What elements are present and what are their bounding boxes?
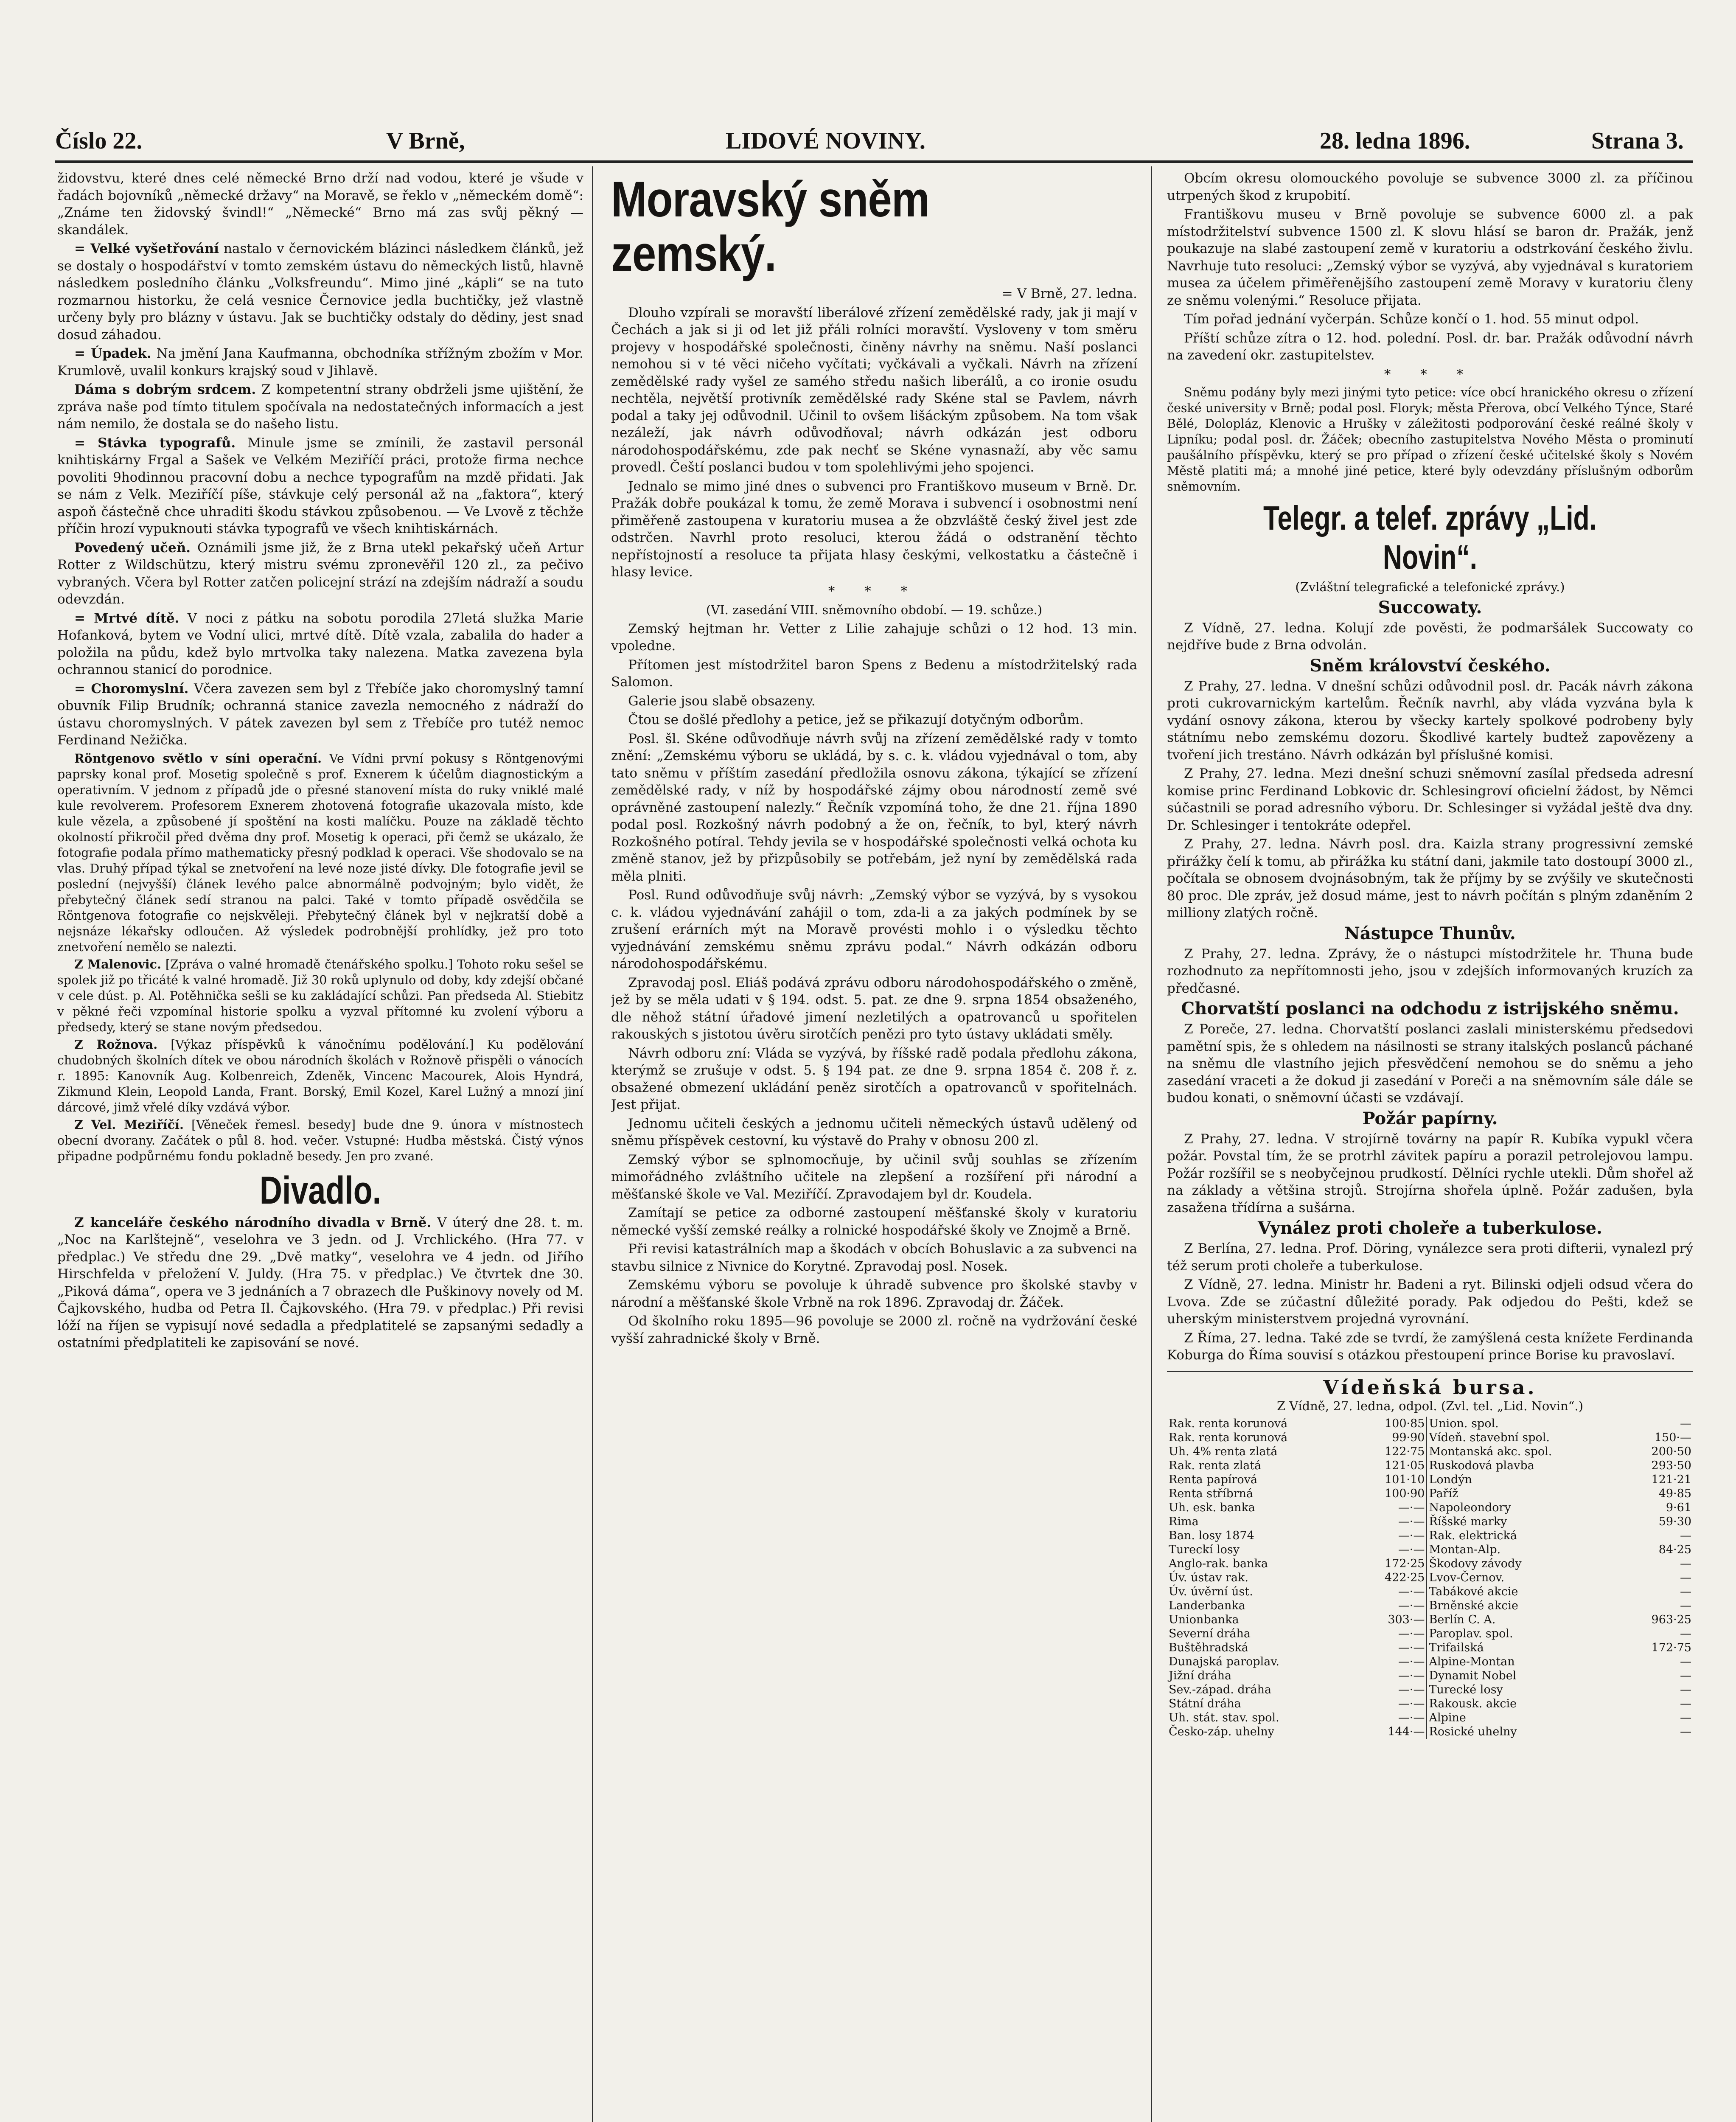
bourse-row [1167, 1585, 1693, 1599]
heading-snem: Sněm království českého. [1310, 655, 1551, 676]
bourse-row [1167, 1445, 1693, 1459]
bourse-value: 9·61 [1666, 1501, 1691, 1514]
bourse-item: Jižní dráha [1169, 1669, 1232, 1682]
bourse-item: Rima [1169, 1515, 1199, 1528]
bourse-row [1167, 1417, 1693, 1431]
bourse-value: 422·25 [1358, 1571, 1427, 1585]
bourse-row [1167, 1697, 1693, 1711]
bourse-row [1167, 1599, 1693, 1613]
article-upadek: = Úpadek. Na jmění Jana Kaufmanna, obchodníka střížným zbožím v Mor. Krumlově, uvalil konkurs krajský soud v Jihlavě. [57, 346, 583, 379]
article-mrtve: = Mrtvé dítě. V noci z pátku na sobotu porodila 27letá služka Marie Hofanková, bytem ve Vodní ulici, mrtvé dítě. Dítě vzala, zabalila do hader a položila na půdu, kdež bylo mrtvolka taky nalezena. Matka zavezena byla ochrannou stanicí do porodnice. [57, 610, 583, 677]
bourse-row [1167, 1459, 1693, 1473]
bourse-item: Ban. losy 1874 [1169, 1529, 1254, 1542]
bourse-item: Berlín C. A. [1429, 1613, 1496, 1626]
bourse-value: —·— [1358, 1585, 1427, 1599]
heading-succowaty: Succowaty. [1378, 597, 1482, 618]
bourse-value: —·— [1358, 1599, 1427, 1613]
bourse-value: 150·— [1654, 1431, 1691, 1444]
bourse-item: Škodovy závody [1429, 1557, 1522, 1570]
bourse-row [1167, 1683, 1693, 1697]
bourse-value: 49·85 [1658, 1487, 1691, 1500]
para: Posl. Rund odůvodňuje svůj návrh: „Zemský výbor se vyzývá, by s vysokou c. k. vládou vyjednávání zahájil o tom, zda-li a za jakých podmínek by se zrušení erárních mýt na Moravě provésti mohlo i o výsledku těchto vyjednávání zemskému sněmu zprávu podal.“ Návrh odkázán odboru národohospodářskému. [611, 887, 1137, 971]
bourse-value: 293·50 [1651, 1459, 1691, 1472]
bourse-value: — [1680, 1669, 1691, 1682]
para: Od školního roku 1895—96 povoluje se 2000 zl. ročně na vydržování české vyšší zahradnické školy v Brně. [611, 1314, 1137, 1346]
bourse-subtitle: Z Vídně, 27. ledna, odpol. (Zvl. tel. „Lid. Novin“.) [1276, 1399, 1584, 1413]
bourse-value: —·— [1358, 1697, 1427, 1711]
page-header [55, 127, 1693, 157]
city: V Brně, [386, 128, 465, 154]
bourse-item: Buštěhradská [1169, 1641, 1248, 1654]
bourse-item: Úv. ústav rak. [1169, 1571, 1248, 1584]
bourse-value: — [1680, 1627, 1691, 1640]
bourse-value: 172·75 [1651, 1641, 1691, 1654]
para: Jednalo se mimo jiné dnes o subvenci pro Františkovo museum v Brně. Dr. Pražák dobře poukázal k tomu, že země Morava i subvencí i osobnostmi není přiměřeně zastoupena v kuratoriu musea a že obzvláště český živel jest zde odstrčen. Navrhl proto resoluci, kterou žádá o odstranění těchto nepřístojností a resoluce ta přijata hlasy českými, velkostatku a částečně i hlasy levice. [611, 478, 1137, 580]
article-velmez: Z Vel. Meziříčí. [Věneček řemesl. besedy] bude dne 9. února v místnostech obecní dvorany. Začátek o půl 8. hod. večer. Vstupné: Hudba městská. Čistý výnos připadne podpůrnému fondu pokladně besedy. Jen pro zvané. [57, 1117, 583, 1163]
bourse-value: — [1680, 1417, 1691, 1430]
bourse-value: —·— [1358, 1529, 1427, 1543]
bourse-item: Uh. stát. stav. spol. [1169, 1711, 1279, 1724]
para: Tím pořad jednání vyčerpán. Schůze končí o 1. hod. 55 minut odpol. [1184, 312, 1639, 327]
divadlo-title: Divadlo. [259, 1168, 381, 1212]
bourse-item: Dunajská paroplav. [1169, 1655, 1279, 1668]
heading-vynalez: Vynález proti choleře a tuberkulose. [1258, 1218, 1602, 1238]
bourse-value: 121·05 [1358, 1459, 1427, 1473]
bourse-item: Unionbanka [1169, 1613, 1239, 1626]
bourse-item: Renta papírová [1169, 1473, 1258, 1486]
bourse-row [1167, 1529, 1693, 1543]
bourse-item: Uh. esk. banka [1169, 1501, 1255, 1514]
bourse-row [1167, 1711, 1693, 1725]
bourse-value: 172·25 [1358, 1557, 1427, 1571]
para: Při revisi katastrálních map a škodách v obcích Bohuslavic a za subvenci na stavbu silnice z Nivnice do Korytné. Zpravodaj posl. Nosek. [611, 1241, 1137, 1274]
para: Zpravodaj posl. Eliáš podává zprávu odboru národohospodářského o změně, jež by se měla udati v § 194. odst. 5. pat. ze dne 9. srpna 1854 obsaženého, dle něhož státní úřadové jimení nezletilých a opatrovanců u spořitelen rakouských s jistotou úvěru sirotčích penězi pro tyto ústavy ukládati směly. [611, 975, 1137, 1042]
para: Z Prahy, 27. ledna. V strojírně továrny na papír R. Kubíka vypukl včera požár. Povstal tím, že se protrhl závitek papíru a porazil petrolejovou lampu. Požár rozšířil se s neobyčejnou prudkostí. Dělníci rychle utekli. Dům shořel až na základy a většina strojů. Strojírna shořela úplně. Požár zadušen, byla zasažena třídírna a sušárna. [1167, 1131, 1693, 1215]
bourse-row [1167, 1627, 1693, 1641]
heading-chorvatsti: Chorvatští poslanci na odchodu z istrijského sněmu. [1181, 999, 1679, 1019]
para: Zemskému výboru se povoluje k úhradě subvence pro školské stavby v národní a měšťanské škole Vrbně na rok 1896. Zpravodaj dr. Žáček. [611, 1277, 1137, 1310]
bourse-item: Severní dráha [1169, 1627, 1251, 1640]
bourse-item: Úv. úvěrní úst. [1169, 1585, 1253, 1598]
bourse-item: Česko-záp. uhelny [1169, 1725, 1275, 1738]
paper-name: LIDOVÉ NOVINY. [726, 128, 925, 154]
bourse-item: Tabákové akcie [1429, 1585, 1518, 1598]
bourse-value: 121·21 [1651, 1473, 1691, 1486]
bourse-value: 963·25 [1651, 1613, 1691, 1626]
para: Návrh odboru zní: Vláda se vyzývá, by říšské radě podala předlohu zákona, kterýmž se zrušuje v odst. 5. § 194 pat. ze dne 9. srpna 1854 č. 208 ř. z. obsažené obmezení ukládání peněz sirotčích a opatrovanců v spořitelnách. Jest přijat. [611, 1045, 1137, 1112]
article-divadlo: Z kanceláře českého národního divadla v Brně. V úterý dne 28. t. m. „Noc na Karlštejně“, veselohra ve 3 jedn. od J. Vrchlického. (Hra 77. v předplac.) Ve středu dne 29. „Dvě matky“, veselohra ve 4 jedn. od Jiřího Hirschfelda v přeložení V. Juldy. (Hra 75. v předplac.) Ve čtvrtek dne 30. „Piková dáma“, opera ve 3 jednáních a 7 obrazech dle Puškinovy novely od M. Čajkovského, hudba od Petra Il. Čajkovského. (Hra 79. v předplac.) Při revisi lóží na říjen se vypisují nové sedadla a předplatitelé se zapsanými sedadly a ostatními předplatiteli ke zapisování se nové. [57, 1215, 583, 1350]
bourse-value: —·— [1358, 1543, 1427, 1557]
bourse-row [1167, 1557, 1693, 1571]
bourse-value: —·— [1358, 1641, 1427, 1655]
bourse-item: Anglo-rak. banka [1169, 1557, 1268, 1570]
bourse-item: Alpine [1429, 1711, 1466, 1724]
para: Jednomu učiteli českých a jednomu učiteli německých ústavů udělený od sněmu příspěvek cestovní, ku výstavě do Prahy v obnosu 200 zl. [611, 1116, 1137, 1148]
heading-nastupce: Nástupce Thunův. [1344, 923, 1516, 943]
bourse-value: —·— [1358, 1655, 1427, 1669]
para: Františkovu museu v Brně povoluje se subvence 6000 zl. a pak místodržitelství subvence 1500 zl. K slovu hlásí se baron dr. Pražák, jenž poukazuje na slabé zastoupení země v kuratoriu a odstrkování českého živlu. Navrhuje tuto resoluci: „Zemský výbor se vyzývá, aby vyjednával s kuratoriem musea za účelem přiměřenějšího zastoupení země Moravy v kuratoriu členy ze sněmu volenými.“ Resoluce přijata. [1167, 207, 1693, 308]
bourse-row [1167, 1669, 1693, 1683]
bourse-item: Rakousk. akcie [1429, 1697, 1517, 1710]
bourse-item: Turecké losy [1429, 1683, 1503, 1696]
para: Dlouho vzpírali se moravští liberálové zřízení zemědělské rady, jak ji mají v Čechách a jak si ji od let již přáli rolníci moravští. Vysloveny v tom směru projevy v hospodářské společnosti, činěny návrhy na sněmu. Naší poslanci nemohou si v té věci ničeho vyčítati; vyčkávali a vyčkali. Návrh na zřízení zemědělské rady vyšel ze samého středu našich liberálů, a co ironie osudu nechtěla, největší protivník zemědělské rady Skéne stal se Pavlem, návrh podal a taky jej odůvodnil. Učinil to ovšem lišáckým způsobem. Na tom však nezáleží, jak návrh odůvodňoval; návrh odkázán jest odboru národohospodářskému, zde pak nechť se Skéne vynasnaží, aby věc samu provedl. Čeští poslanci budou v tom spolehlivými jeho spojenci. [611, 305, 1137, 475]
bourse-item: Londýn [1429, 1473, 1472, 1486]
para: Čtou se došlé předlohy a petice, jež se přikazují dotyčným odborům. [628, 712, 1084, 727]
bourse-item: Brněnské akcie [1429, 1599, 1518, 1612]
bourse-value: — [1680, 1529, 1691, 1542]
divider [1167, 1371, 1693, 1372]
bourse-item: Rak. renta korunová [1169, 1431, 1288, 1444]
para: Přítomen jest místodržitel baron Spens z Bedenu a místodržitelský rada Salomon. [611, 657, 1137, 690]
bourse-value: 101·10 [1358, 1473, 1427, 1487]
bourse-item: Rak. renta korunová [1169, 1417, 1288, 1430]
bourse-item: Rak. elektrická [1429, 1529, 1517, 1542]
column-1 [57, 170, 583, 2122]
telegr-title: Telegr. a telef. zprávy „Lid. Novin“. [1263, 499, 1597, 576]
article-povedeny: Povedený učeň. Oznámili jsme již, že z Brna utekl pekařský učeň Artur Rotter z Wildschützu, který mistru svému zpronevěřil 120 zl., za pečivo vybraných. Včera byl Rotter zatčen policejní strází na zdejším nádraží a soudu odevzdán. [57, 540, 583, 607]
bourse-row [1167, 1641, 1693, 1655]
bourse-item: Renta stříbrná [1169, 1487, 1254, 1500]
bourse-item: Uh. 4% renta zlatá [1169, 1445, 1278, 1458]
bourse-value: — [1680, 1697, 1691, 1710]
article-chorom: = Choromyslní. Včera zavezen sem byl z Třebíče jako choromyslný tamní obuvník Filip Brudník; ochranná stanice zavezla nemocného z nádraží do ústavu choromyslných. V pátek zavezen byl sem z Třebíče pro tutéž nemoc Ferdinand Nežička. [57, 681, 583, 748]
column-3 [1167, 170, 1693, 2122]
page-number: Strana 3. [1591, 128, 1684, 154]
article-dama: Dáma s dobrým srdcem. Z kompetentní strany obdrželi jsme ujištění, že zpráva naše pod tímto titulem spočívala na nedostatečných informacích a jest nám nemilo, že dostala se do našeho listu. [57, 382, 583, 432]
bourse-item: Říšské marky [1429, 1515, 1507, 1528]
bourse-value: — [1680, 1557, 1691, 1570]
para: Příští schůze zítra o 12. hod. polední. Posl. dr. bar. Pražák odůvodní návrh na zavedení okr. zastupitelstev. [1167, 330, 1693, 363]
bourse-item: Paroplav. spol. [1429, 1627, 1513, 1640]
column-2 [611, 170, 1137, 2122]
bourse-row [1167, 1431, 1693, 1445]
para: Z Prahy, 27. ledna. Zprávy, že o nástupci místodržitele hr. Thuna bude rozhodnuto za nepřítomnosti jeho, jsou v zdejších informovaných kruzích za předčasné. [1167, 946, 1693, 996]
bourse-item: Státní dráha [1169, 1697, 1241, 1710]
bourse-value: —·— [1358, 1501, 1427, 1515]
bourse-value: 303·— [1358, 1613, 1427, 1627]
bourse-table [1167, 1417, 1693, 1739]
bourse-row [1167, 1501, 1693, 1515]
dateline: = V Brně, 27. ledna. [1001, 286, 1137, 301]
bourse-value: — [1680, 1585, 1691, 1598]
column-rule-2 [1151, 166, 1152, 2122]
para: Z Berlína, 27. ledna. Prof. Döring, vynálezce sera proti difterii, vynalezl prý též serum proti choleře a tuberkulose. [1167, 1241, 1693, 1274]
bourse-item: Sev.-západ. dráha [1169, 1683, 1272, 1696]
para: Z Vídně, 27. ledna. Ministr hr. Badeni a ryt. Bilinski odjeli odsud včera do Lvova. Zde se zúčastní důležité porady. Pak odjedou do Pešti, kdež se uherským ministerstvem projedná vyrovnání. [1167, 1277, 1693, 1327]
para: Z Prahy, 27. ledna. Mezi dnešní schuzi sněmovní zasílal předseda adresní komise princ Ferdinand Lobkovic dr. Schlesingroví oficielní žádost, by Němci súčastnili se porad adresního výboru. Dr. Schlesinger si vyžádal ještě dva dny. Dr. Schlesinger i tentokráte odepřel. [1167, 766, 1693, 833]
header-rule [55, 160, 1693, 163]
para: Z Poreče, 27. ledna. Chorvatští poslanci zaslali ministerskému předsedovi pamětní spis, že s ohledem na násilnosti se strany italských poslanců páchané na sněmu dle vlastního jejich přesvědčení nemohou se do sněmu a jeho zasedání vraceti a že dokud ji zasedání v Poreči a na sněmovním sále dále se budou konati, o sněmovní účasti se vzdávají. [1167, 1022, 1693, 1106]
bourse-item: Rak. renta zlatá [1169, 1459, 1262, 1472]
issue-date: 28. ledna 1896. [1320, 128, 1470, 154]
bourse-value: 122·75 [1358, 1445, 1427, 1459]
bourse-row [1167, 1655, 1693, 1669]
bourse-value: 100·85 [1358, 1417, 1427, 1431]
bourse-value: 100·90 [1358, 1487, 1427, 1501]
bourse-value: — [1680, 1599, 1691, 1612]
bourse-item: Alpine-Montan [1429, 1655, 1515, 1668]
bourse-item: Trifailská [1429, 1641, 1484, 1654]
bourse-value: — [1680, 1725, 1691, 1738]
bourse-value: 144·— [1358, 1725, 1427, 1739]
bourse-row [1167, 1543, 1693, 1557]
bourse-item: Montan-Alp. [1429, 1543, 1501, 1556]
bourse-value: — [1680, 1655, 1691, 1668]
bourse-value: 59·30 [1658, 1515, 1691, 1528]
para: Z Říma, 27. ledna. Také zde se tvrdí, že zamýšlená cesta knížete Ferdinanda Koburga do Říma souvisí s otázkou přestoupení prince Borise ku pravoslaví. [1167, 1330, 1693, 1363]
bourse-item: Rosické uhelny [1429, 1725, 1517, 1738]
separator-stars: * * * [1384, 366, 1476, 382]
issue-number: Číslo 22. [55, 128, 143, 154]
article-velke: = Velké vyšetřování nastalo v černovickém blázinci následkem článků, jež se dostaly o hospodářství v tomto zemském ústavu do německých listů, hlavně následkem posledního článku „Volksfreundu“. Mimo jiné „kápli“ se na tuto rozmarnou historku, že celá vesnice Černovice jedla buchtičky, jež vlastně určeny byly pro blázny v ústavu. Jak se buchtičky odstaly do dědiny, jest snad dosud záhadou. [57, 241, 583, 342]
para: Zemský hejtman hr. Vetter z Lilie zahajuje schůzi o 12 hod. 13 min. vpoledne. [611, 621, 1137, 654]
bourse-row [1167, 1473, 1693, 1487]
para: Zemský výbor se splnomocňuje, by učinil svůj souhlas se zřízením mimořádného zvláštního učitele na zlepšení a rozšíření při národní a měšťanské škole ve Val. Meziříčí. Zpravodajem byl dr. Koudela. [611, 1152, 1137, 1202]
bourse-value: —·— [1358, 1515, 1427, 1529]
bourse-row [1167, 1515, 1693, 1529]
bourse-row [1167, 1571, 1693, 1585]
bourse-value: —·— [1358, 1669, 1427, 1683]
heading: = Velké vyšetřování [74, 241, 219, 256]
separator-stars: * * * [828, 583, 920, 599]
bourse-value: — [1680, 1711, 1691, 1724]
bourse-item: Landerbanka [1169, 1599, 1245, 1612]
bourse-item: Paříž [1429, 1487, 1458, 1500]
bourse-value: — [1680, 1683, 1691, 1696]
column-rule-1 [592, 166, 593, 2122]
para: Z Prahy, 27. ledna. Návrh posl. dra. Kaizla strany progressivní zemské přirážky čelí k tomu, ab přirážka ku státní dani, jakmile tato dostoupí 3000 zl., počítala se obnosem dvojnásobným, tak že příjmy by se zvýšily ve skutečnosti 80 proc. Dle zpráv, jež dosud máme, jest to návrh počítán s plným zdaněním 2 milliony zlatých ročně. [1167, 836, 1693, 921]
bourse-value: —·— [1358, 1683, 1427, 1697]
bourse-item: Lvov-Černov. [1429, 1571, 1505, 1584]
bourse-value: 200·50 [1651, 1445, 1691, 1458]
bourse-item: Napoleondory [1429, 1501, 1511, 1514]
bourse-value: — [1680, 1571, 1691, 1584]
para: Posl. šl. Skéne odůvodňuje návrh svůj na zřízení zemědělské rady v tomto znění: „Zemskému výboru se ukládá, by s. c. k. vládou vyjednával o tom, aby tato sněmu v příštím zasedání předložila osnovu zákona, týkající se zřízení zemědělské rady, v níž by hospodářské zájmy obou národností země své oprávněné zastoupení nalezly.“ Řečník vzpomíná toho, že dne 21. října 1890 podal posl. Rozkošný návrh podobný a že on, řečník, to byl, který návrh Rozkošného potíral. Tehdy jevila se v hospodářské společnosti velká ochota ku změně stanov, jež by přizpůsobily se potřebám, jež nyní by zemědělská rada měla plniti. [611, 731, 1137, 884]
bourse-row [1167, 1725, 1693, 1739]
para: Zamítají se petice za odborné zastoupení měšťanské školy v kuratoriu německé vyšší zemské reálky a rolnické hospodářské školy ve Znojmě a Brně. [611, 1205, 1137, 1238]
bourse-title: Vídeňská bursa. [1323, 1375, 1537, 1399]
bourse-item: Dynamit Nobel [1429, 1669, 1517, 1682]
bourse-row [1167, 1487, 1693, 1501]
intro-paragraph: židovstvu, které dnes celé německé Brno drží nad vodou, které je všude v řadách bojovníků „německé državy“ na Moravě, se řeklo v „německém domě“: „Známe ten židovský švindl!“ „Německé“ Brno má zas svůj pěkný — skandálek. [57, 171, 583, 238]
petice-paragraph: Sněmu podány byly mezi jinými tyto petice: více obcí hranického okresu o zřízení české university v Brně; podal posl. Floryk; města Přerova, obcí Velkého Týnce, Staré Bělé, Dolopláz, Klenovic a Hrušky v záležitosti podporování české reálné školy v Lipníku; podal posl. dr. Žáček; obecního zastupitelstva Nového Města o prominutí paušálního příspěvku, který se pro případ o zřízení české učitelské školy s Novém Městě platiti má; a mnohé jiné petice, které byly odevzdány příslušným odborům sněmovním. [1167, 385, 1693, 494]
para: Z Vídně, 27. ledna. Kolují zde pověsti, že podmaršálek Succowaty co nejdříve bude z Brna odvolán. [1167, 620, 1693, 653]
bourse-row [1167, 1613, 1693, 1627]
bourse-value: 84·25 [1658, 1543, 1691, 1556]
article-malenov: Z Malenovic. [Zpráva o valné hromadě čtenářského spolku.] Tohoto roku sešel se spolek již po třicáté k valné hromadě. Již 30 roků uplynulo od doby, kdy zdejší občané v cele dúst. p. Al. Potěhnička sešli se ku zakládající schůzi. Pan předseda Al. Stiebitz v pěkné řeči vzpomínal historie spolku a vyzval přítomné ku zvolení výboru a předsedy, který se stane novým předsedou. [57, 957, 583, 1034]
bourse-item: Montanská akc. spol. [1429, 1445, 1552, 1458]
moravsky-snem-title: Moravský sněm zemský. [611, 171, 930, 282]
bourse-item: Union. spol. [1429, 1417, 1499, 1430]
bourse-item: Ruskodová plavba [1429, 1459, 1534, 1472]
para: Galerie jsou slabě obsazeny. [628, 693, 816, 709]
article-stavka: = Stávka typografů. Minule jsme se zmínili, že zastavil personál knihtiskárny Frgal a Sašek ve Velkém Meziříčí práci, protože firma nechce povoliti 9hodinnou pracovní dobu a nechce typografům na mzdě přidati. Jak se nám z Velk. Meziříčí píše, stávkuje celý personál až na „faktora“, který aspoň částečně chce uhraditi škodu stávkou způsobenou. — Ve Lvově z těchže příčin hrozí vypuknouti stávka typografů ve všech knihtiskárnách. [57, 435, 583, 536]
bourse-value: —·— [1358, 1711, 1427, 1725]
heading-pozar: Požár papírny. [1362, 1108, 1498, 1128]
article-roznova: Z Rožnova. [Výkaz příspěvků k vánočnímu podělování.] Ku podělování chudobných školních dítek ve obou národních školách v Rožnově přispěli o vánocích r. 1895: Kanovník Aug. Kolbenreich, Zdeněk, Vincenc Macourek, Alois Hyndrá, Zikmund Klein, Leopold Landa, Frant. Borský, Emil Kozel, Karel Lužný a mnozí jiní dárcové, jimž vřelé díky vzdává výbor. [57, 1037, 583, 1114]
bourse-item: Tureckí losy [1169, 1543, 1240, 1556]
bourse-value: —·— [1358, 1627, 1427, 1641]
session-line: (VI. zasedání VIII. sněmovního období. — 19. schůze.) [706, 603, 1043, 617]
para: Z Prahy, 27. ledna. V dnešní schůzi odůvodnil posl. dr. Pacák návrh zákona proti cukrovarnickým kartelům. Řečník navrhl, aby vláda vyzvána byla k vydání osnovy zákona, kterou by všecky kartely spolkové podrobeny byly státnímu nebo zemskému dozoru. Škodlivé kartely budtež zapovězeny a tvoření jich trestáno. Návrh odkázán byl příslušné komisi. [1167, 678, 1693, 763]
bourse-item: Vídeň. stavební spol. [1429, 1431, 1550, 1444]
article-rontgen: Röntgenovo světlo v síni operační. Ve Vídni první pokusy s Röntgenovými paprsky konal prof. Mosetig společně s prof. Exnerem k účelům diagnostickým a operativním. V jednom z případů jde o přesné stanovení místa do ruky vniklé malé kule revolverem. Profesorem Exnerem zhotovená fotografie ukazovala místo, kde kule vězela, a způsobené jí spoštění na kosti malíčku. Pouze na základě těchto okolností přikročil před dvěma dny prof. Mosetig k operaci, při čemž se ukázalo, že fotografie podala přímo mathematicky přesný podklad k operaci. Vše shodovalo se na vlas. Druhý případ týkal se znetvoření na levé noze jisté dívky. Dle fotografie jevil se poslední (nejvyšší) článek levého palce abnormálně podvojným; bylo vidět, že přebytečný článek sedí stranou na palci. Také v tomto případě osvědčila se Röntgenova fotografie co nejskvěleji. Přebytečný článek byl v nejkratší době a nejsnáze lékařsky odloučen. Až výsledek podrobnější prohlídky, jež pro toto znetvoření nemělo se nalezti. [57, 751, 583, 954]
para: Obcím okresu olomouckého povoluje se subvence 3000 zl. za příčinou utrpených škod z krupobití. [1167, 171, 1693, 203]
telegr-subtitle: (Zvláštní telegrafické a telefonické zprávy.) [1295, 580, 1565, 594]
bourse-value: 99·90 [1358, 1431, 1427, 1445]
